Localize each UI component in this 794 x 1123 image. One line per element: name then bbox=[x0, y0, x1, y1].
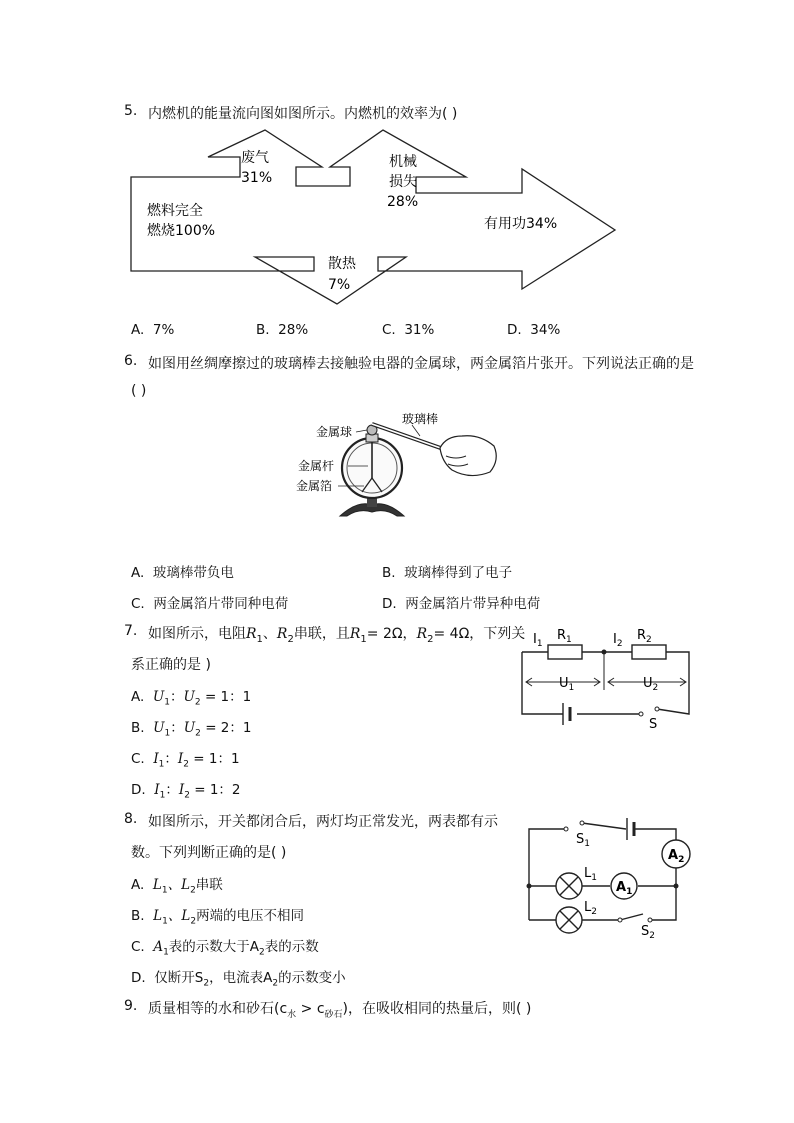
r2-label: $R_2$ bbox=[637, 628, 652, 645]
l2-label: $L_2$ bbox=[584, 900, 597, 917]
q8-option-d[interactable]: D. 仅断开$S_2$，电流表$A_2$的示数变小 bbox=[131, 970, 346, 989]
exhaust-label-2: 31% bbox=[241, 170, 273, 186]
q5-option-d[interactable]: D. 34% bbox=[507, 322, 561, 338]
fuel-label-1: 燃料完全 bbox=[147, 203, 203, 219]
q7-option-a[interactable]: A. $U_1$：$U_2 = 1$：1 bbox=[131, 689, 252, 708]
q6-number: 6. bbox=[124, 353, 138, 369]
q5-number: 5. bbox=[124, 103, 138, 119]
heat-label-1: 散热 bbox=[328, 256, 356, 272]
q5-option-c[interactable]: C. 31% bbox=[382, 322, 435, 338]
q8-option-a[interactable]: A. $L_1$、$L_2$串联 bbox=[131, 877, 223, 896]
q7-option-b[interactable]: B. $U_1$：$U_2 = 2$：1 bbox=[131, 720, 252, 739]
q6-option-b[interactable]: B. 玻璃棒得到了电子 bbox=[382, 565, 513, 581]
q5-option-a[interactable]: A. 7% bbox=[131, 322, 175, 338]
useful-work-label: 有用功34% bbox=[484, 216, 558, 232]
metal-stem-label: 金属杆 bbox=[298, 459, 335, 473]
r1-label: $R_1$ bbox=[557, 628, 572, 645]
q8-option-b[interactable]: B. $L_1$、$L_2$两端的电压不相同 bbox=[131, 908, 305, 927]
s1-label: $S_1$ bbox=[576, 832, 590, 849]
q6-stem-cont: ( ) bbox=[131, 383, 147, 399]
q9-number: 9. bbox=[124, 998, 138, 1014]
mech-loss-label-3: 28% bbox=[387, 194, 419, 210]
l1-label: $L_1$ bbox=[584, 866, 597, 883]
switch-s-label: S bbox=[649, 717, 658, 732]
q8-stem-cont: 数。下列判断正确的是( ) bbox=[131, 845, 287, 861]
q7-stem-cont: 系正确的是 ) bbox=[131, 657, 211, 673]
q7-option-d[interactable]: D. $I_1$：$I_2 = 1$：2 bbox=[131, 782, 241, 801]
u2-label: $U_2$ bbox=[643, 676, 659, 693]
q8-stem: 如图所示，开关都闭合后，两灯均正常发光，两表都有示 bbox=[148, 814, 498, 830]
q9-stem: 质量相等的水和砂石$(c_水 > c_{砂石})$，在吸收相同的热量后，则( ) bbox=[148, 1001, 532, 1020]
exhaust-label-1: 废气 bbox=[241, 150, 269, 166]
q7-stem: 如图所示，电阻$R_1$、$R_2$串联，且$R_1= 2\Omega$，$R_2= 4\Omega$，下列关 bbox=[148, 626, 526, 645]
s2-label: $S_2$ bbox=[641, 924, 655, 941]
q8-option-c[interactable]: C. $A_1$表的示数大于$A_2$表的示数 bbox=[131, 939, 319, 958]
fuel-label-2: 燃烧100% bbox=[147, 223, 216, 239]
mech-loss-label-1: 机械 bbox=[389, 154, 417, 170]
q6-stem: 如图用丝绸摩擦过的玻璃棒去接触验电器的金属球，两金属箔片张开。下列说法正确的是 bbox=[148, 356, 694, 372]
metal-foil-label: 金属箔 bbox=[296, 479, 333, 493]
q5-option-b[interactable]: B. 28% bbox=[256, 322, 309, 338]
q5-stem: 内燃机的能量流向图如图所示。内燃机的效率为( ) bbox=[148, 106, 458, 122]
i1-label: $I_1$ bbox=[533, 632, 543, 649]
metal-ball-label: 金属球 bbox=[316, 425, 353, 439]
q6-option-a[interactable]: A. 玻璃棒带负电 bbox=[131, 565, 234, 581]
q7-option-c[interactable]: C. $I_1$：$I_2 = 1$：1 bbox=[131, 751, 240, 770]
a2-label: $A_2$ bbox=[668, 848, 685, 865]
u1-label: $U_1$ bbox=[559, 676, 575, 693]
a1-label: $A_1$ bbox=[616, 880, 633, 897]
i2-label: $I_2$ bbox=[613, 632, 623, 649]
heat-label-2: 7% bbox=[328, 277, 351, 293]
q6-option-c[interactable]: C. 两金属箔片带同种电荷 bbox=[131, 596, 289, 612]
mech-loss-label-2: 损失 bbox=[389, 174, 417, 190]
glass-rod-label: 玻璃棒 bbox=[402, 412, 439, 426]
q6-option-d[interactable]: D. 两金属箔片带异种电荷 bbox=[382, 596, 541, 612]
q8-number: 8. bbox=[124, 811, 138, 827]
q7-number: 7. bbox=[124, 623, 138, 639]
